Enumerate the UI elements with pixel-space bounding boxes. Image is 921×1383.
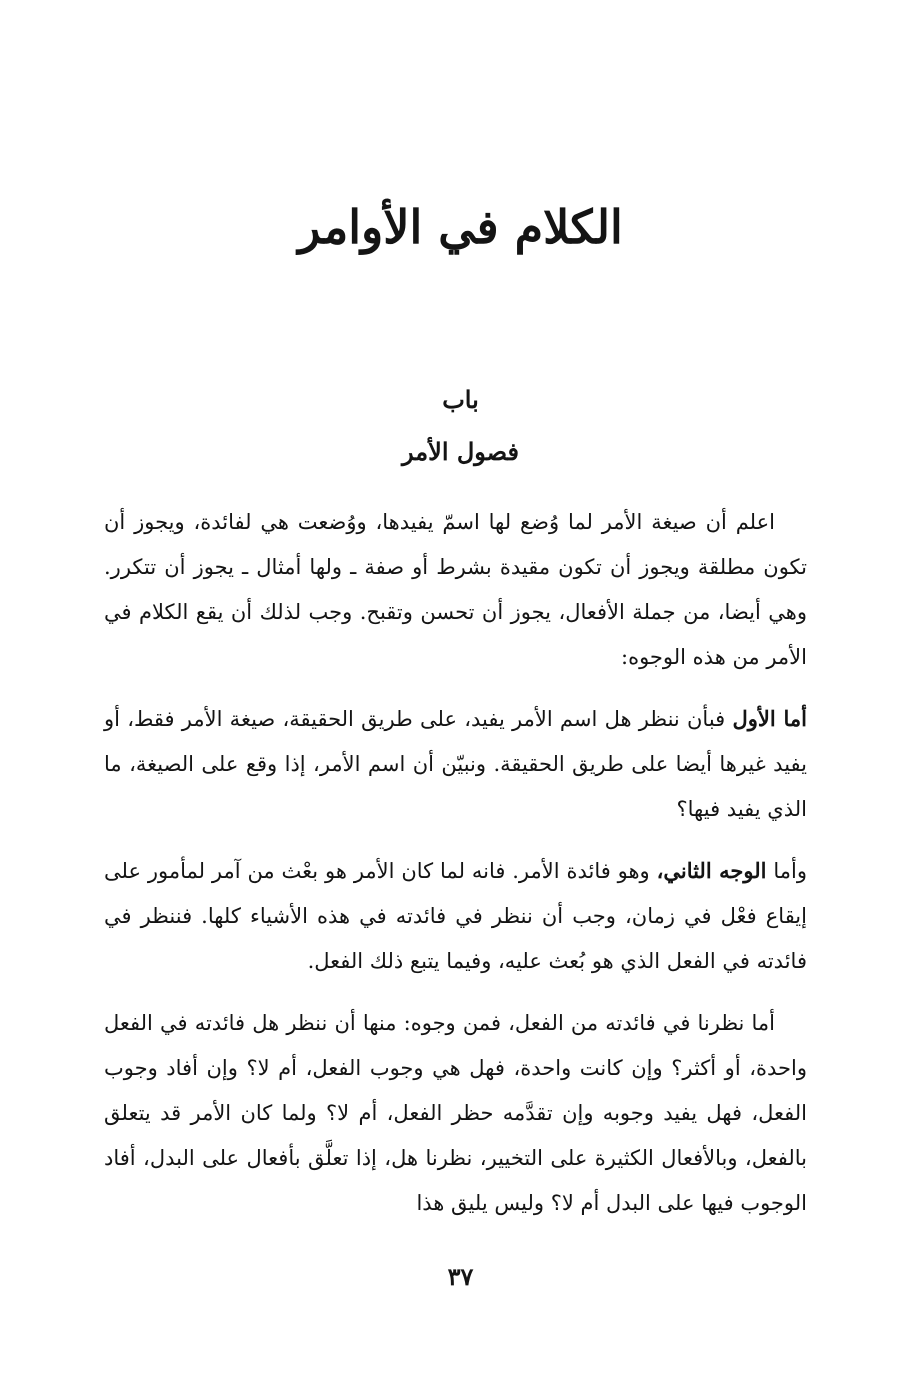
paragraph-lead: الوجه الثاني، xyxy=(656,858,767,883)
paragraph-second-aspect xyxy=(104,848,807,984)
page-number: ٣٧ xyxy=(447,1262,474,1291)
paragraph-lead: أما الأول xyxy=(732,706,807,731)
paragraph-first-aspect xyxy=(104,696,807,832)
chapter-title: الكلام في الأوامر xyxy=(298,200,623,254)
paragraph-benefit-discussion xyxy=(104,1001,807,1226)
paragraph-text: أما نظرنا في فائدته من الفعل، فمن وجوه: منها أن ننظر هل فائدته في الفعل واحدة، أو أكثر؟ وإن كانت واحدة، فهل هي وجوب الفعل، أم لا؟ وإن أفاد وجوب الفعل، فهل يفيد وجوبه وإن تقدَّمه حظر الفعل، أم لا؟ ولما كان الأمر قد يتعلق بالفعل، وبالأفعال الكثيرة على التخيير، نظرنا هل، إذا تعلَّق بأفعال على البدل، أفاد الوجوب فيها على البدل أم لا؟ وليس يليق هذا xyxy=(104,1011,807,1215)
paragraph-intro xyxy=(104,500,807,680)
section-title: فصول الأمر xyxy=(402,437,519,466)
paragraph-text: فبأن ننظر هل اسم الأمر يفيد، على طريق الحقيقة، صيغة الأمر فقط، أو يفيد غيرها أيضا على طريق الحقيقة. ونبيّن أن اسم الأمر، إذا وقع على الصيغة، ما الذي يفيد فيها؟ xyxy=(104,707,807,821)
section-label: باب xyxy=(442,385,479,414)
paragraph-text: وهو فائدة الأمر. فانه لما كان الأمر هو بعْث من آمر لمأمور على إيقاع فعْل في زمان، وجب أن ننظر في فائدته في هذه الأشياء كلها. فننظر في فائدته في الفعل الذي هو بُعث عليه، وفيما يتبع ذلك الفعل. xyxy=(104,859,807,973)
paragraph-text: اعلم أن صيغة الأمر لما وُضع لها اسمّ يفيدها، ووُضعت هي لفائدة، ويجوز أن تكون مطلقة ويجوز أن تكون مقيدة بشرط أو صفة ـ ولها أمثال ـ يجوز أن تتكرر. وهي أيضا، من جملة الأفعال، يجوز أن تحسن وتقبح. وجب لذلك أن يقع الكلام في الأمر من هذه الوجوه: xyxy=(104,510,807,669)
paragraph-lead-prefix: وأما xyxy=(766,859,807,883)
